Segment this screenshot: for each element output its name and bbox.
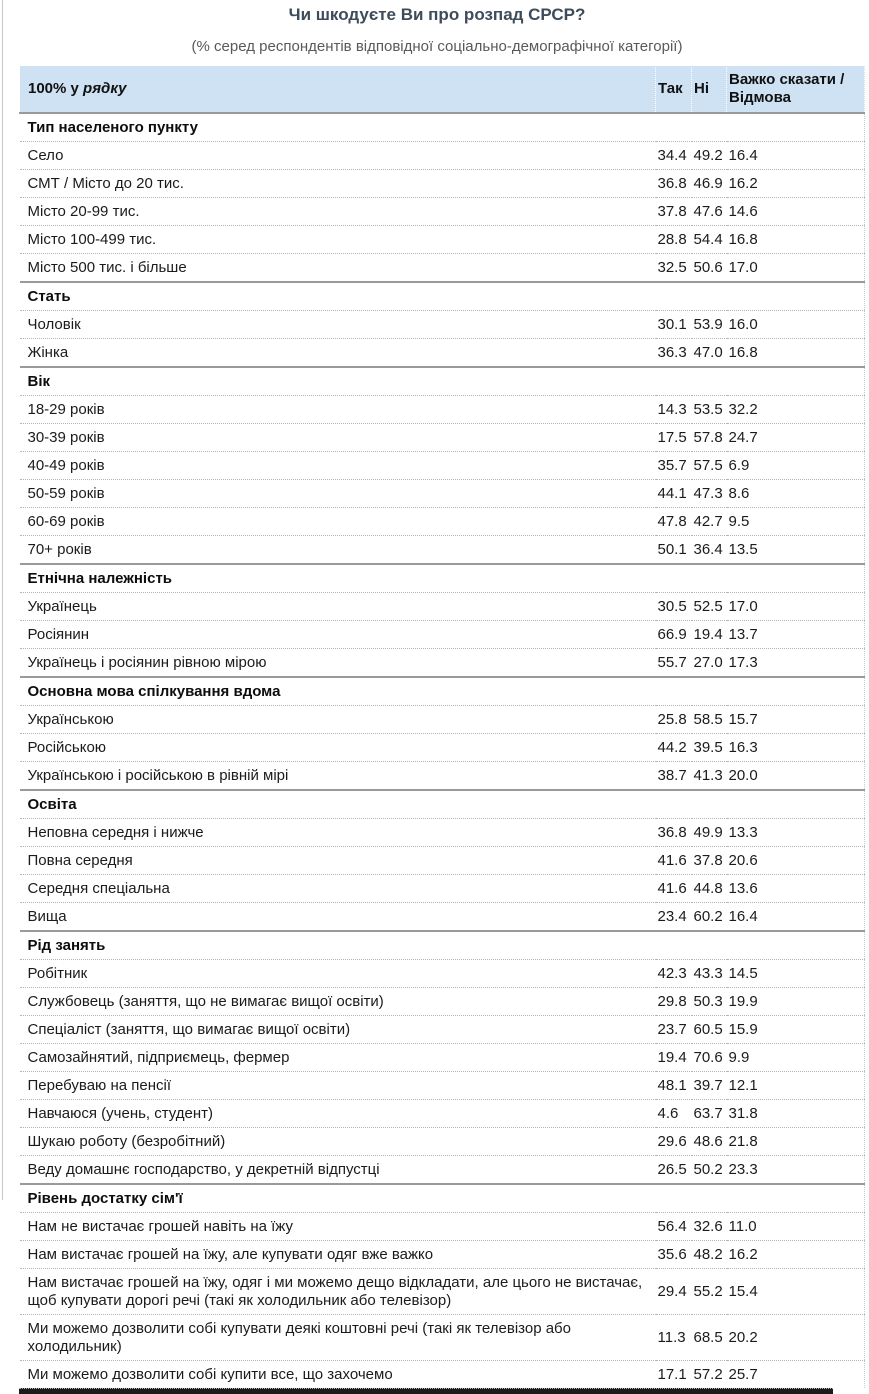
yes-value-cell: 44.1: [657, 485, 687, 502]
category-cell: Веду домашнє господарство, у декретній відпустці: [27, 1161, 380, 1178]
yes-value-cell: 35.6: [657, 1246, 687, 1263]
dk-value-cell: 16.3: [728, 739, 758, 756]
category-cell: Місто 500 тис. і більше: [27, 259, 187, 276]
table-row: [20, 649, 865, 678]
table-header-row: [20, 66, 865, 114]
dk-value-cell: 20.6: [728, 852, 758, 869]
dk-value-cell: 16.4: [728, 147, 758, 164]
category-cell: Чоловік: [27, 316, 81, 333]
category-cell: Російською: [27, 739, 107, 756]
category-cell: Нам вистачає грошей на їжу, але купувати одяг вже важко: [27, 1246, 434, 1263]
table-row: [20, 734, 865, 762]
section-header-row: [20, 931, 865, 960]
category-cell: Українець і росіянин рівною мірою: [27, 654, 267, 671]
header-col-yes: Так: [656, 66, 692, 114]
table-row: [20, 396, 865, 424]
table-row: [20, 1016, 865, 1044]
category-cell: Нам вистачає грошей на їжу, одяг і ми можемо дещо відкладати, але цього не вистачає, щоб купувати дорогі речі (такі як холодильник або телевізор): [27, 1274, 643, 1309]
category-cell: Перебуваю на пенсії: [27, 1077, 172, 1094]
dk-value-cell: 31.8: [728, 1105, 758, 1122]
category-cell: Українською і російською в рівній мірі: [27, 767, 289, 784]
dk-value-cell: 15.4: [728, 1283, 758, 1300]
no-value-cell: 48.2: [693, 1246, 723, 1263]
category-cell: Ми можемо дозволити собі купити все, що захочемо: [27, 1366, 393, 1383]
yes-value-cell: 44.2: [657, 739, 687, 756]
no-value-cell: 43.3: [693, 965, 723, 982]
yes-value-cell: 25.8: [657, 711, 687, 728]
section-header-row: [20, 113, 865, 142]
table-body: [20, 113, 865, 1388]
yes-value-cell: 36.8: [657, 824, 687, 841]
no-value-cell: 46.9: [693, 175, 723, 192]
dk-value-cell: 32.2: [728, 401, 758, 418]
yes-value-cell: 14.3: [657, 401, 687, 418]
yes-value-cell: 37.8: [657, 203, 687, 220]
no-value-cell: 57.2: [693, 1366, 723, 1383]
yes-value-cell: 47.8: [657, 513, 687, 530]
yes-value-cell: 56.4: [657, 1218, 687, 1235]
dk-value-cell: 9.5: [728, 513, 750, 530]
page: [2, 0, 869, 1383]
no-value-cell: 63.7: [693, 1105, 723, 1122]
table-row: [20, 875, 865, 903]
section-header-row: [20, 564, 865, 593]
no-value-cell: 53.9: [693, 316, 723, 333]
category-cell: Українець: [27, 598, 97, 615]
yes-value-cell: 66.9: [657, 626, 687, 643]
dk-value-cell: 16.8: [728, 231, 758, 248]
no-value-cell: 54.4: [693, 231, 723, 248]
yes-value-cell: 23.7: [657, 1021, 687, 1038]
no-value-cell: 53.5: [693, 401, 723, 418]
dk-value-cell: 15.7: [728, 711, 758, 728]
dk-value-cell: 14.5: [728, 965, 758, 982]
dk-value-cell: 23.3: [728, 1161, 758, 1178]
dk-value-cell: 13.7: [728, 626, 758, 643]
yes-value-cell: 41.6: [657, 880, 687, 897]
header-row-basis-plain: 100% у: [28, 80, 84, 97]
no-value-cell: 50.3: [693, 993, 723, 1010]
no-value-cell: 36.4: [693, 541, 723, 558]
category-cell: Нам не вистачає грошей навіть на їжу: [27, 1218, 294, 1235]
dk-value-cell: 16.2: [728, 175, 758, 192]
dk-value-cell: 8.6: [728, 485, 750, 502]
dk-value-cell: 17.0: [728, 598, 758, 615]
no-value-cell: 49.9: [693, 824, 723, 841]
yes-value-cell: 48.1: [657, 1077, 687, 1094]
table-row: [20, 1315, 865, 1361]
table-header: [20, 66, 865, 114]
section-title: Стать: [27, 288, 71, 305]
no-value-cell: 60.5: [693, 1021, 723, 1038]
yes-value-cell: 11.3: [657, 1329, 686, 1346]
dk-value-cell: 21.8: [728, 1133, 758, 1150]
no-value-cell: 37.8: [693, 852, 723, 869]
yes-value-cell: 50.1: [657, 541, 687, 558]
yes-value-cell: 36.8: [657, 175, 687, 192]
category-cell: Українською: [27, 711, 114, 728]
table-row: [20, 762, 865, 791]
header-row-basis: [20, 66, 656, 114]
yes-value-cell: 35.7: [657, 457, 687, 474]
section-header-row: [20, 367, 865, 396]
table-row: [20, 819, 865, 847]
no-value-cell: 50.6: [693, 259, 723, 276]
section-header-row: [20, 790, 865, 819]
dk-value-cell: 17.3: [728, 654, 758, 671]
table-row: [20, 1128, 865, 1156]
yes-value-cell: 41.6: [657, 852, 687, 869]
table-row: [20, 1241, 865, 1269]
no-value-cell: 57.5: [693, 457, 723, 474]
table-row: [20, 1156, 865, 1185]
category-cell: Самозайнятий, підприємець, фермер: [27, 1049, 290, 1066]
table-row: [20, 452, 865, 480]
dk-value-cell: 13.3: [728, 824, 758, 841]
header-col-dk: Важко сказати / Відмова: [727, 66, 865, 114]
no-value-cell: 55.2: [693, 1283, 723, 1300]
yes-value-cell: 30.5: [657, 598, 687, 615]
table-row: [20, 424, 865, 452]
section-header-row: [20, 282, 865, 311]
no-value-cell: 41.3: [693, 767, 723, 784]
table-row: [20, 593, 865, 621]
no-value-cell: 52.5: [693, 598, 723, 615]
dk-value-cell: 12.1: [728, 1077, 758, 1094]
section-title: Рід занять: [27, 937, 106, 954]
section-header-row: [20, 1184, 865, 1213]
no-value-cell: 19.4: [693, 626, 723, 643]
no-value-cell: 42.7: [693, 513, 723, 530]
category-cell: 18-29 років: [27, 401, 105, 418]
category-cell: 50-59 років: [27, 485, 105, 502]
category-cell: Село: [27, 147, 64, 164]
no-value-cell: 57.8: [693, 429, 723, 446]
dk-value-cell: 13.5: [728, 541, 758, 558]
yes-value-cell: 29.6: [657, 1133, 687, 1150]
yes-value-cell: 34.4: [657, 147, 687, 164]
dk-value-cell: 16.2: [728, 1246, 758, 1263]
no-value-cell: 47.3: [693, 485, 723, 502]
no-value-cell: 58.5: [693, 711, 723, 728]
category-cell: 40-49 років: [27, 457, 105, 474]
table-row: [20, 706, 865, 734]
yes-value-cell: 26.5: [657, 1161, 687, 1178]
table-row: [20, 1072, 865, 1100]
dk-value-cell: 24.7: [728, 429, 758, 446]
category-cell: Повна середня: [27, 852, 133, 869]
dk-value-cell: 9.9: [728, 1049, 750, 1066]
table-row: [20, 1213, 865, 1241]
dk-value-cell: 11.0: [728, 1218, 757, 1235]
dk-value-cell: 25.7: [728, 1366, 758, 1383]
yes-value-cell: 17.1: [657, 1366, 687, 1383]
dk-value-cell: 13.6: [728, 880, 758, 897]
dk-value-cell: 17.0: [728, 259, 758, 276]
section-title: Основна мова спілкування вдома: [27, 683, 281, 700]
yes-value-cell: 29.4: [657, 1283, 687, 1300]
table-row: [20, 226, 865, 254]
no-value-cell: 47.6: [693, 203, 723, 220]
survey-table: [19, 65, 865, 1388]
yes-value-cell: 4.6: [657, 1105, 679, 1122]
category-cell: Робітник: [27, 965, 88, 982]
table-row: [20, 142, 865, 170]
table-row: [20, 508, 865, 536]
category-cell: Неповна середня і нижче: [27, 824, 204, 841]
no-value-cell: 44.8: [693, 880, 723, 897]
dk-value-cell: 19.9: [728, 993, 758, 1010]
no-value-cell: 48.6: [693, 1133, 723, 1150]
yes-value-cell: 32.5: [657, 259, 687, 276]
yes-value-cell: 17.5: [657, 429, 687, 446]
no-value-cell: 32.6: [693, 1218, 723, 1235]
category-cell: Жінка: [27, 344, 69, 361]
header-col-no: Ні: [692, 66, 727, 114]
yes-value-cell: 28.8: [657, 231, 687, 248]
category-cell: Вища: [27, 908, 67, 925]
section-title: Освіта: [27, 796, 77, 813]
section-title: Етнічна належність: [27, 570, 173, 587]
category-cell: Середня спеціальна: [27, 880, 170, 897]
table-row: [20, 621, 865, 649]
section-title: Вік: [27, 373, 51, 390]
dk-value-cell: 16.4: [728, 908, 758, 925]
no-value-cell: 50.2: [693, 1161, 723, 1178]
section-title: Рівень достатку сім'ї: [27, 1190, 183, 1207]
no-value-cell: 49.2: [693, 147, 723, 164]
category-cell: Службовець (заняття, що не вимагає вищої освіти): [27, 993, 384, 1010]
table-row: [20, 198, 865, 226]
category-cell: 70+ років: [27, 541, 92, 558]
yes-value-cell: 30.1: [657, 316, 687, 333]
table-row: [20, 1269, 865, 1315]
dk-value-cell: 15.9: [728, 1021, 758, 1038]
table-row: [20, 847, 865, 875]
yes-value-cell: 29.8: [657, 993, 687, 1010]
table-row: [20, 536, 865, 565]
header-row-basis-italic: рядку: [83, 80, 127, 97]
category-cell: СМТ / Місто до 20 тис.: [27, 175, 184, 192]
yes-value-cell: 55.7: [657, 654, 687, 671]
no-value-cell: 27.0: [693, 654, 723, 671]
category-cell: Місто 20-99 тис.: [27, 203, 140, 220]
yes-value-cell: 38.7: [657, 767, 687, 784]
category-cell: 60-69 років: [27, 513, 105, 530]
next-row-cutoff-strip: [19, 1388, 833, 1394]
no-value-cell: 39.7: [693, 1077, 723, 1094]
dk-value-cell: 14.6: [728, 203, 758, 220]
table-row: [20, 1100, 865, 1128]
dk-value-cell: 6.9: [728, 457, 750, 474]
no-value-cell: 68.5: [693, 1329, 723, 1346]
table-row: [20, 1361, 865, 1389]
section-title: Тип населеного пункту: [27, 119, 198, 136]
table-row: [20, 1044, 865, 1072]
table-row: [20, 480, 865, 508]
page-title: Чи шкодуєте Ви про розпад СРСР?: [288, 5, 586, 24]
no-value-cell: 60.2: [693, 908, 723, 925]
dk-value-cell: 20.2: [728, 1329, 758, 1346]
no-value-cell: 47.0: [693, 344, 723, 361]
dk-value-cell: 16.8: [728, 344, 758, 361]
table-row: [20, 311, 865, 339]
table-row: [20, 903, 865, 932]
yes-value-cell: 36.3: [657, 344, 687, 361]
section-header-row: [20, 677, 865, 706]
yes-value-cell: 23.4: [657, 908, 687, 925]
category-cell: Спеціаліст (заняття, що вимагає вищої освіти): [27, 1021, 351, 1038]
category-cell: 30-39 років: [27, 429, 105, 446]
table-row: [20, 988, 865, 1016]
category-cell: Місто 100-499 тис.: [27, 231, 157, 248]
yes-value-cell: 42.3: [657, 965, 687, 982]
category-cell: Шукаю роботу (безробітний): [27, 1133, 226, 1150]
table-row: [20, 170, 865, 198]
category-cell: Росіянин: [27, 626, 90, 643]
category-cell: Навчаюся (учень, студент): [27, 1105, 214, 1122]
dk-value-cell: 20.0: [728, 767, 758, 784]
page-subtitle: (% серед респондентів відповідної соціально-демографічної категорії): [191, 38, 683, 55]
no-value-cell: 70.6: [693, 1049, 723, 1066]
category-cell: Ми можемо дозволити собі купувати деякі коштовні речі (такі як телевізор або холодильник): [27, 1320, 571, 1355]
no-value-cell: 39.5: [693, 739, 723, 756]
table-row: [20, 339, 865, 368]
yes-value-cell: 19.4: [657, 1049, 687, 1066]
table-row: [20, 254, 865, 283]
table-row: [20, 960, 865, 988]
dk-value-cell: 16.0: [728, 316, 758, 333]
